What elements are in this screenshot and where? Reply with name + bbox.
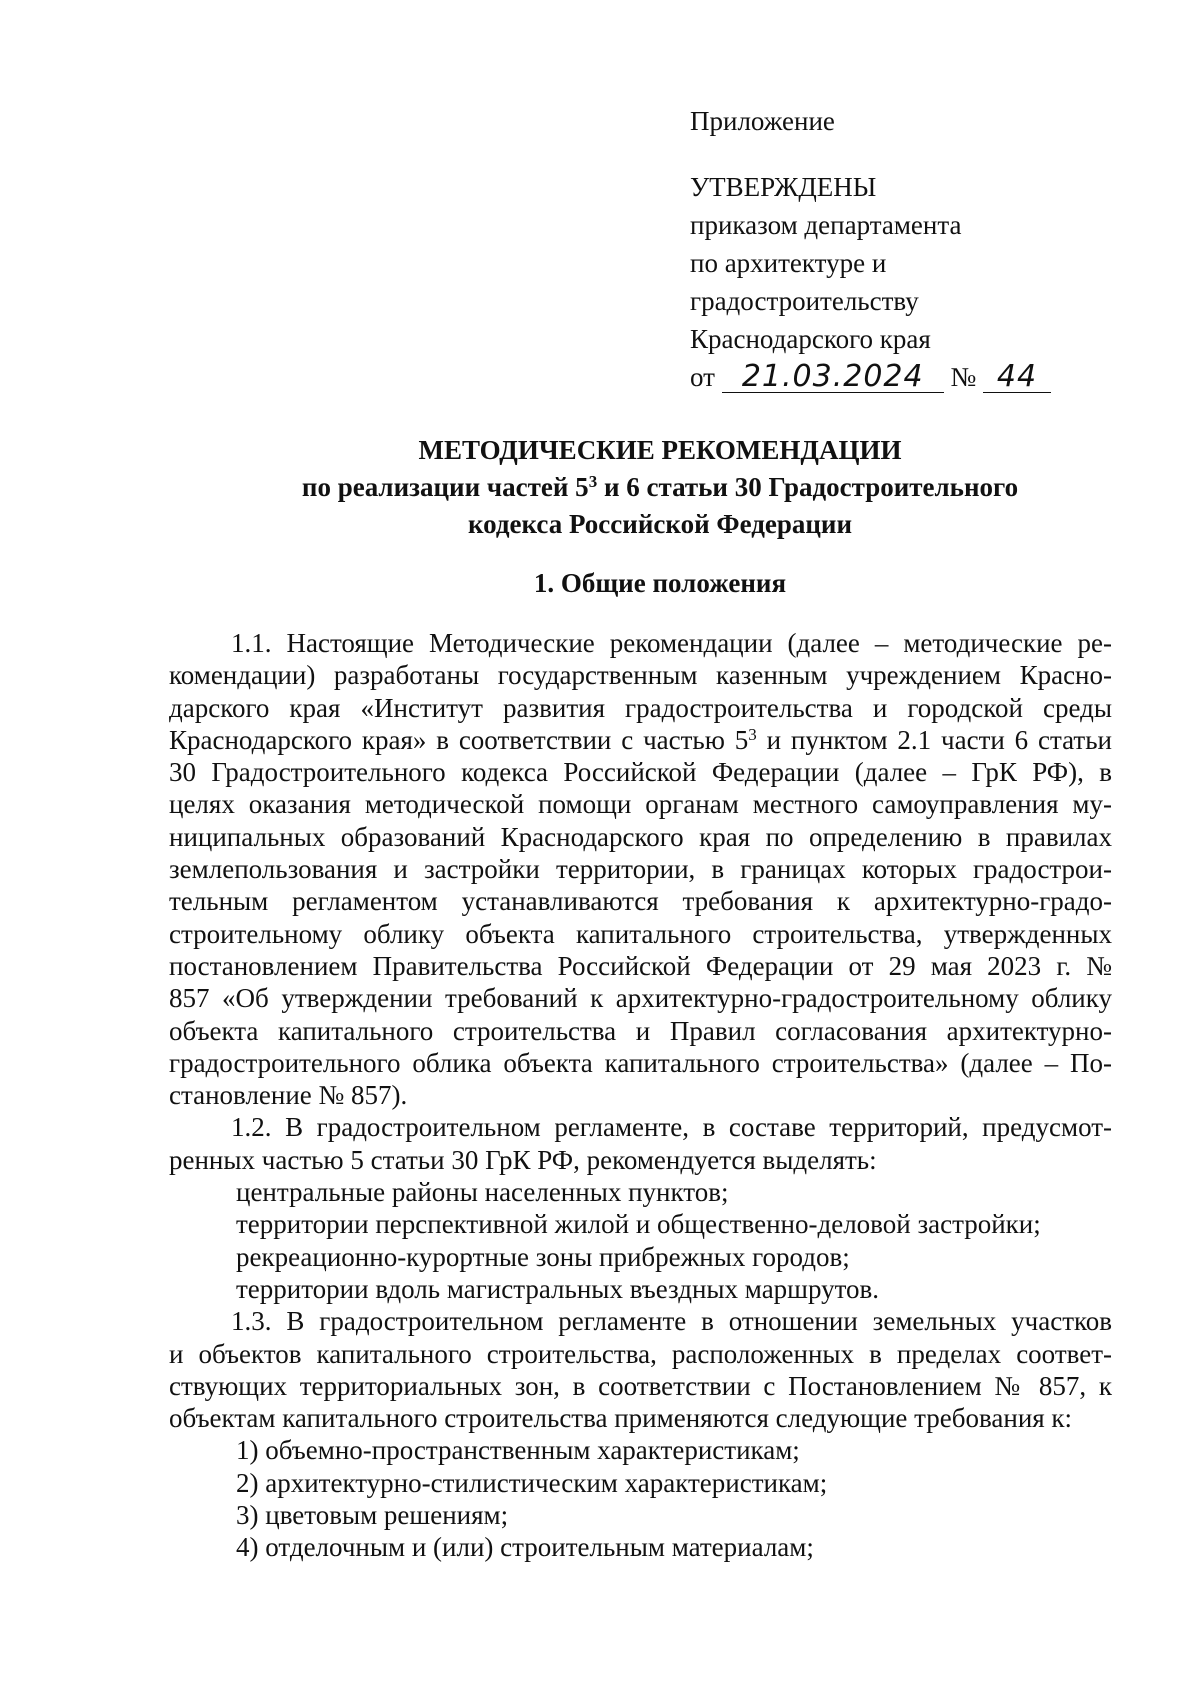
title-line-3: кодекса Российской Федерации bbox=[467, 509, 853, 539]
superscript: 3 bbox=[588, 472, 598, 491]
paragraph-line: ствующих территориальных зон, в соответствии с Постановлением № 857, к bbox=[169, 1370, 1112, 1401]
paragraph-line: и объектов капитального строительства, расположенных в пределах соответ- bbox=[169, 1338, 1112, 1369]
approval-line: Краснодарского края bbox=[690, 324, 931, 354]
list-item: 4) отделочным и (или) строительным материалам; bbox=[236, 1532, 814, 1563]
paragraph-line: строительному облику объекта капитального строительства, утвержденных bbox=[169, 918, 1112, 949]
paragraph-line: целях оказания методической помощи органам местного самоуправления му- bbox=[169, 789, 1112, 820]
title-line-1: МЕТОДИЧЕСКИЕ РЕКОМЕНДАЦИИ bbox=[418, 435, 902, 465]
paragraph-line: градостроительного облика объекта капитального строительства» (далее – По- bbox=[169, 1047, 1112, 1078]
document-body bbox=[169, 627, 1112, 1564]
paragraph-line: Краснодарского края» в соответствии с частью $5^3$ и пунктом 2.1 части 6 статьи bbox=[169, 724, 1112, 755]
date-prefix: от bbox=[690, 362, 715, 392]
list-item: территории перспективной жилой и общественно-деловой застройки; bbox=[236, 1209, 1041, 1240]
handwritten-number: 44 bbox=[983, 362, 1051, 393]
list-item: 2) архитектурно-стилистическим характеристикам; bbox=[236, 1467, 828, 1498]
approval-block bbox=[690, 102, 1120, 396]
paragraph-line: 857 «Об утверждении требований к архитектурно-градостроительному облику bbox=[169, 983, 1112, 1014]
paragraph-line: ренных частью 5 статьи 30 ГрК РФ, рекомендуется выделять: bbox=[169, 1144, 877, 1175]
approval-line: градостроительству bbox=[690, 286, 919, 316]
handwritten-date: 21.03.2024 bbox=[722, 362, 944, 393]
list-item: центральные районы населенных пунктов; bbox=[236, 1177, 729, 1208]
approval-date-line bbox=[690, 358, 1120, 396]
appendix-label: Приложение bbox=[690, 106, 835, 136]
title-line-2: по реализации частей $5^3$ и 6 статьи 30 Градостроительного bbox=[301, 472, 1019, 502]
paragraph-line: 30 Градостроительного кодекса Российской Федерации (далее – ГрК РФ), в bbox=[169, 757, 1112, 788]
paragraph-line: комендации) разработаны государственным казенным учреждением Красно- bbox=[169, 660, 1112, 691]
list-item: 1) объемно-пространственным характеристикам; bbox=[236, 1435, 800, 1466]
paragraph-line: 1.2. В градостроительном регламенте, в составе территорий, предусмот- bbox=[231, 1112, 1112, 1143]
paragraph-line: 1.1. Настоящие Методические рекомендации (далее – методические ре- bbox=[231, 628, 1112, 658]
approval-line: по архитектуре и bbox=[690, 248, 887, 278]
paragraph-line: 1.3. В градостроительном регламенте в отношении земельных участков bbox=[231, 1306, 1112, 1337]
paragraph-line: становление № 857). bbox=[169, 1080, 408, 1111]
paragraph-line: объекта капитального строительства и Правил согласования архитектурно- bbox=[169, 1015, 1112, 1046]
number-sign: № bbox=[950, 362, 977, 392]
paragraph-line: постановлением Правительства Российской Федерации от 29 мая 2023 г. № bbox=[169, 950, 1112, 981]
document-title bbox=[160, 432, 1160, 543]
list-item: 3) цветовым решениям; bbox=[236, 1500, 509, 1531]
paragraph-line: дарского края «Институт развития градостроительства и городской среды bbox=[169, 692, 1112, 723]
list-item: территории вдоль магистральных въездных маршрутов. bbox=[236, 1273, 880, 1304]
superscript: 3 bbox=[748, 724, 757, 744]
paragraph-line: землепользования и застройки территории, в границах которых градострои- bbox=[169, 854, 1112, 885]
paragraph-line: тельным регламентом устанавливаются требования к архитектурно-градо- bbox=[169, 886, 1112, 917]
section-heading: 1. Общие положения bbox=[533, 568, 787, 598]
approval-line: приказом департамента bbox=[690, 210, 962, 240]
paragraph-line: объектам капитального строительства применяются следующие требования к: bbox=[169, 1403, 1073, 1434]
list-item: рекреационно-курортные зоны прибрежных городов; bbox=[236, 1241, 850, 1272]
paragraph-line: ниципальных образований Краснодарского края по определению в правилах bbox=[169, 821, 1112, 852]
approved-label: УТВЕРЖДЕНЫ bbox=[690, 172, 877, 202]
